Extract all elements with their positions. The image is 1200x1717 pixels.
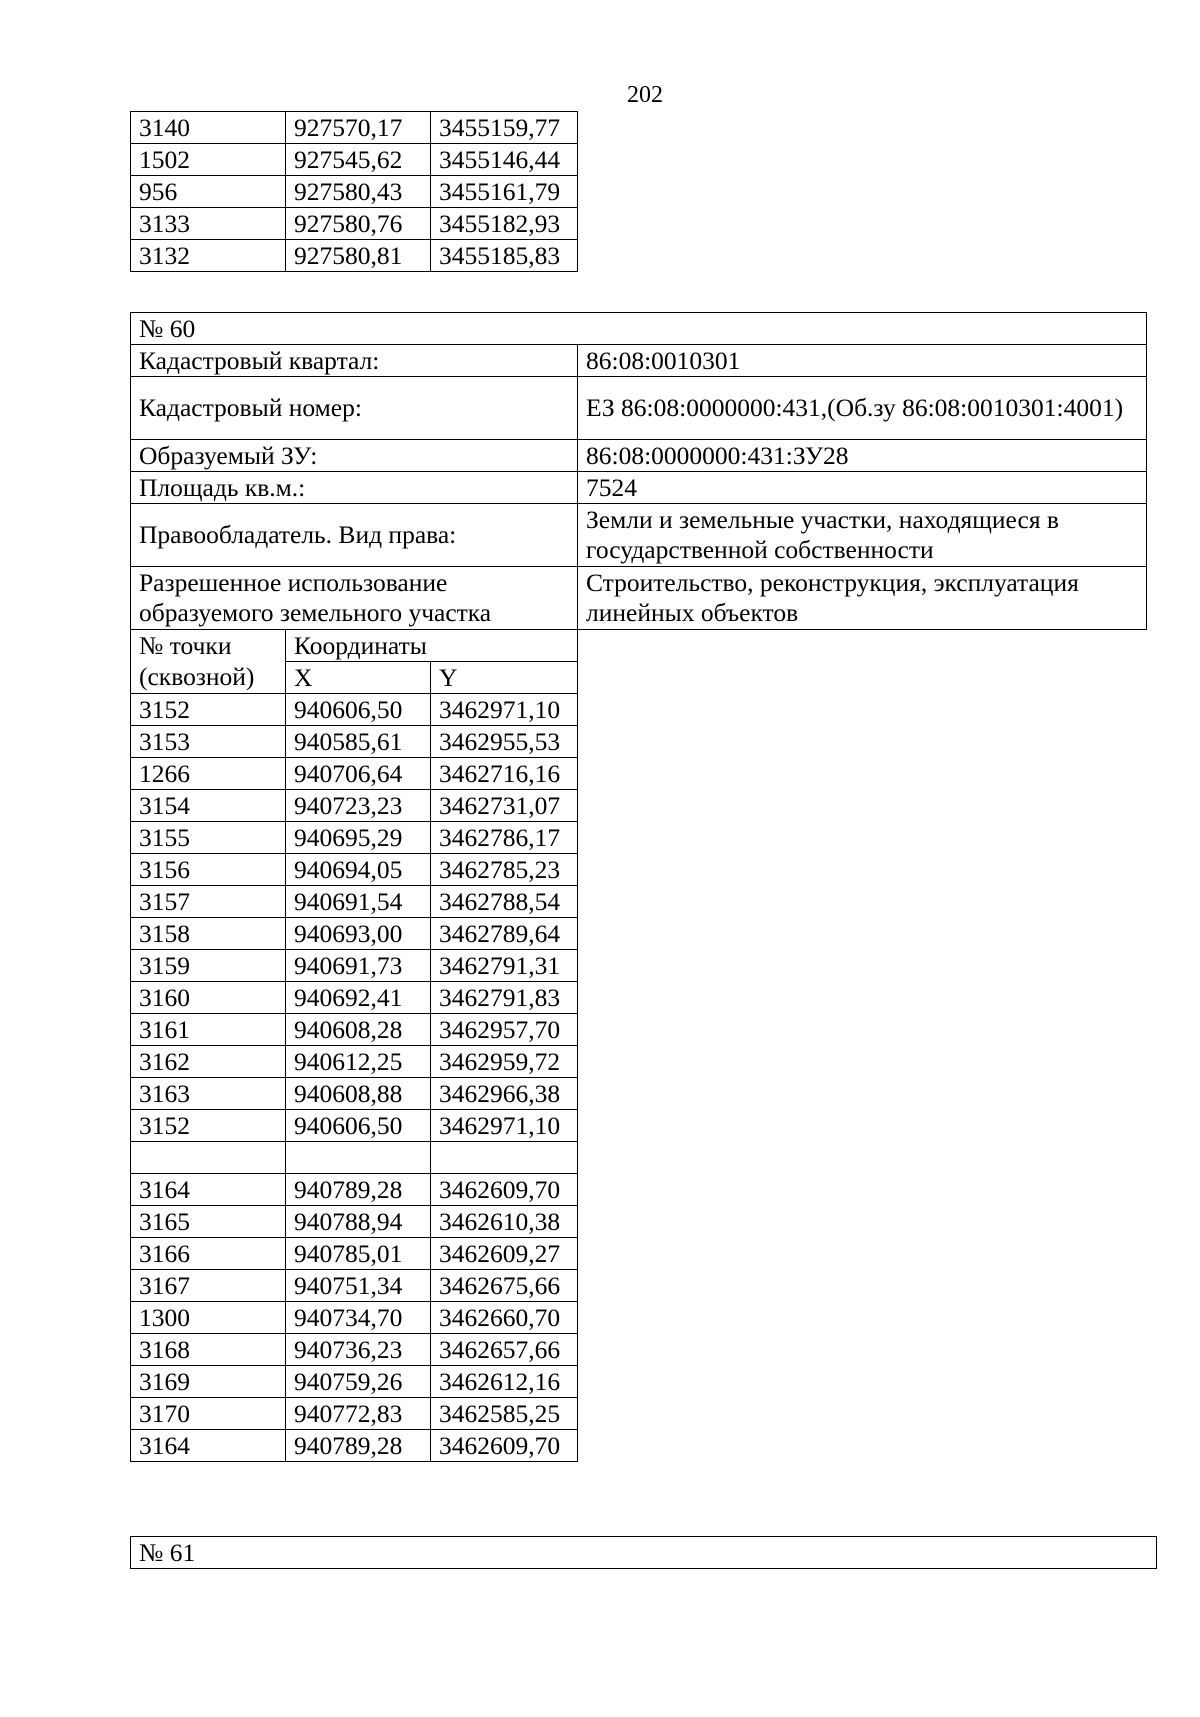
area-row <box>131 472 1147 504</box>
coord-y: 3462971,10 <box>431 1110 578 1142</box>
coord-y: 3462610,38 <box>431 1206 578 1238</box>
coord-y: 3462971,10 <box>431 694 578 726</box>
cad-number-value: ЕЗ 86:08:0000000:431,(Об.зу 86:08:0010301:4001) <box>578 377 1147 440</box>
point-number: 3158 <box>131 918 286 950</box>
coord-y: 3462959,72 <box>431 1046 578 1078</box>
point-number: 3155 <box>131 822 286 854</box>
table-row <box>131 758 1147 790</box>
table-row <box>131 1046 1147 1078</box>
blank-cell <box>578 982 1147 1014</box>
coord-x: 940612,25 <box>286 1046 431 1078</box>
coord-x: 940723,23 <box>286 790 431 822</box>
point-number: 3157 <box>131 886 286 918</box>
coord-x: 927570,17 <box>286 112 431 144</box>
coord-y: 3462957,70 <box>431 1014 578 1046</box>
blank-cell <box>578 662 1147 694</box>
coord-y: 3462609,70 <box>431 1430 578 1462</box>
blank-cell <box>578 1014 1147 1046</box>
kvartal-row <box>131 345 1147 377</box>
table-row <box>131 1430 1147 1462</box>
blank-cell <box>578 1366 1147 1398</box>
point-number: 3160 <box>131 982 286 1014</box>
coord-x: 940692,41 <box>286 982 431 1014</box>
coords-header: Координаты <box>286 630 578 662</box>
point-number: 956 <box>131 176 286 208</box>
coord-x: 940789,28 <box>286 1174 431 1206</box>
coord-x: 940751,34 <box>286 1270 431 1302</box>
table-row <box>131 1206 1147 1238</box>
coord-x: 940736,23 <box>286 1334 431 1366</box>
coord-x: 940608,28 <box>286 1014 431 1046</box>
point-header-1: № точки <box>131 630 286 662</box>
zu-row <box>131 440 1147 472</box>
table-row <box>131 982 1147 1014</box>
coord-x: 927580,43 <box>286 176 431 208</box>
coord-x: 940695,29 <box>286 822 431 854</box>
parcel-60-table <box>130 312 1147 1462</box>
point-number <box>131 1142 286 1174</box>
coord-x: 940706,64 <box>286 758 431 790</box>
coord-x: 940788,94 <box>286 1206 431 1238</box>
coord-y: 3462609,70 <box>431 1174 578 1206</box>
blank-cell <box>578 694 1147 726</box>
table-row <box>131 1238 1147 1270</box>
parcel-number: № 60 <box>131 313 1147 345</box>
kvartal-label: Кадастровый квартал: <box>131 345 578 377</box>
coord-y: 3462675,66 <box>431 1270 578 1302</box>
y-header: Y <box>431 662 578 694</box>
table-row <box>131 918 1147 950</box>
point-number: 3152 <box>131 694 286 726</box>
xy-header-row <box>131 662 1147 694</box>
table-row <box>131 208 578 240</box>
coord-y: 3455146,44 <box>431 144 578 176</box>
point-number: 1266 <box>131 758 286 790</box>
blank-cell <box>578 1238 1147 1270</box>
coord-y: 3462585,25 <box>431 1398 578 1430</box>
coord-y: 3462609,27 <box>431 1238 578 1270</box>
table-row <box>131 822 1147 854</box>
coord-y: 3462716,16 <box>431 758 578 790</box>
area-label: Площадь кв.м.: <box>131 472 578 504</box>
coord-y: 3462791,31 <box>431 950 578 982</box>
cad-number-row <box>131 377 1147 440</box>
table-row <box>131 694 1147 726</box>
usage-row <box>131 567 1147 630</box>
table-row <box>131 854 1147 886</box>
coord-x <box>286 1142 431 1174</box>
page-number: 202 <box>627 82 663 108</box>
x-header: X <box>286 662 431 694</box>
top-coordinates-table <box>130 111 578 272</box>
point-number: 3162 <box>131 1046 286 1078</box>
point-number: 1300 <box>131 1302 286 1334</box>
coord-y: 3455185,83 <box>431 240 578 272</box>
point-number: 3167 <box>131 1270 286 1302</box>
table-row <box>131 1398 1147 1430</box>
coord-x: 940694,05 <box>286 854 431 886</box>
table-row <box>131 1142 1147 1174</box>
table-row <box>131 790 1147 822</box>
table-row <box>131 886 1147 918</box>
point-number: 3164 <box>131 1174 286 1206</box>
blank-cell <box>578 1046 1147 1078</box>
coord-x: 940785,01 <box>286 1238 431 1270</box>
blank-cell <box>578 1430 1147 1462</box>
coord-y: 3462612,16 <box>431 1366 578 1398</box>
parcel-61-number: № 61 <box>131 1537 1157 1569</box>
coord-y: 3462657,66 <box>431 1334 578 1366</box>
blank-cell <box>578 758 1147 790</box>
coord-y: 3455182,93 <box>431 208 578 240</box>
point-number: 3156 <box>131 854 286 886</box>
parcel-60-body <box>131 313 1147 1462</box>
coord-y: 3455159,77 <box>431 112 578 144</box>
point-number: 3169 <box>131 1366 286 1398</box>
table-row <box>131 1078 1147 1110</box>
coord-y: 3462660,70 <box>431 1302 578 1334</box>
point-number: 3132 <box>131 240 286 272</box>
coord-y: 3462786,17 <box>431 822 578 854</box>
table-row <box>131 950 1147 982</box>
usage-label: Разрешенное использование образуемого земельного участка <box>131 567 578 630</box>
owner-row <box>131 504 1147 567</box>
blank-cell <box>578 1206 1147 1238</box>
parcel-61-table <box>130 1536 1157 1569</box>
blank-cell <box>578 1174 1147 1206</box>
coords-header-row <box>131 630 1147 662</box>
coord-y: 3462966,38 <box>431 1078 578 1110</box>
point-number: 3165 <box>131 1206 286 1238</box>
cad-number-label: Кадастровый номер: <box>131 377 578 440</box>
coord-y <box>431 1142 578 1174</box>
blank-cell <box>578 1398 1147 1430</box>
coord-x: 940691,73 <box>286 950 431 982</box>
table-row <box>131 1110 1147 1142</box>
point-number: 3164 <box>131 1430 286 1462</box>
kvartal-value: 86:08:0010301 <box>578 345 1147 377</box>
point-number: 3133 <box>131 208 286 240</box>
blank-cell <box>578 630 1147 662</box>
table-row <box>131 1270 1147 1302</box>
point-number: 3163 <box>131 1078 286 1110</box>
parcel-number-row <box>131 313 1147 345</box>
point-number: 3153 <box>131 726 286 758</box>
table-row <box>131 1174 1147 1206</box>
blank-cell <box>578 918 1147 950</box>
point-number: 3161 <box>131 1014 286 1046</box>
top-coordinates-body <box>131 112 578 272</box>
coord-x: 940789,28 <box>286 1430 431 1462</box>
coord-x: 940734,70 <box>286 1302 431 1334</box>
table-row <box>131 1366 1147 1398</box>
blank-cell <box>578 1334 1147 1366</box>
table-row <box>131 1302 1147 1334</box>
coord-x: 940608,88 <box>286 1078 431 1110</box>
coord-x: 940693,00 <box>286 918 431 950</box>
coord-y: 3462791,83 <box>431 982 578 1014</box>
blank-cell <box>578 726 1147 758</box>
table-row <box>131 144 578 176</box>
parcel-61-number-row <box>131 1537 1157 1569</box>
blank-cell <box>578 854 1147 886</box>
coord-y: 3462731,07 <box>431 790 578 822</box>
zu-value: 86:08:0000000:431:ЗУ28 <box>578 440 1147 472</box>
table-row <box>131 176 578 208</box>
blank-cell <box>578 1302 1147 1334</box>
blank-cell <box>578 822 1147 854</box>
blank-cell <box>578 1110 1147 1142</box>
table-row <box>131 240 578 272</box>
point-number: 1502 <box>131 144 286 176</box>
area-value: 7524 <box>578 472 1147 504</box>
blank-cell <box>578 1270 1147 1302</box>
blank-cell <box>578 1078 1147 1110</box>
coord-x: 927580,81 <box>286 240 431 272</box>
coord-y: 3462788,54 <box>431 886 578 918</box>
coord-x: 927545,62 <box>286 144 431 176</box>
coord-x: 940585,61 <box>286 726 431 758</box>
point-header-2: (сквозной) <box>131 662 286 694</box>
owner-value: Земли и земельные участки, находящиеся в государственной собственности <box>578 504 1147 567</box>
blank-cell <box>578 950 1147 982</box>
coord-x: 927580,76 <box>286 208 431 240</box>
table-row <box>131 1014 1147 1046</box>
zu-label: Образуемый ЗУ: <box>131 440 578 472</box>
blank-cell <box>578 1142 1147 1174</box>
point-number: 3159 <box>131 950 286 982</box>
coord-x: 940772,83 <box>286 1398 431 1430</box>
owner-label: Правообладатель. Вид права: <box>131 504 578 567</box>
point-number: 3152 <box>131 1110 286 1142</box>
coord-x: 940606,50 <box>286 694 431 726</box>
blank-cell <box>578 886 1147 918</box>
point-number: 3166 <box>131 1238 286 1270</box>
coord-x: 940606,50 <box>286 1110 431 1142</box>
point-number: 3170 <box>131 1398 286 1430</box>
point-number: 3140 <box>131 112 286 144</box>
point-number: 3168 <box>131 1334 286 1366</box>
table-row <box>131 726 1147 758</box>
coord-y: 3462789,64 <box>431 918 578 950</box>
coord-x: 940759,26 <box>286 1366 431 1398</box>
point-number: 3154 <box>131 790 286 822</box>
table-row <box>131 112 578 144</box>
coord-x: 940691,54 <box>286 886 431 918</box>
coord-y: 3462785,23 <box>431 854 578 886</box>
usage-value: Строительство, реконструкция, эксплуатация линейных объектов <box>578 567 1147 630</box>
blank-cell <box>578 790 1147 822</box>
table-row <box>131 1334 1147 1366</box>
coord-y: 3462955,53 <box>431 726 578 758</box>
coord-y: 3455161,79 <box>431 176 578 208</box>
